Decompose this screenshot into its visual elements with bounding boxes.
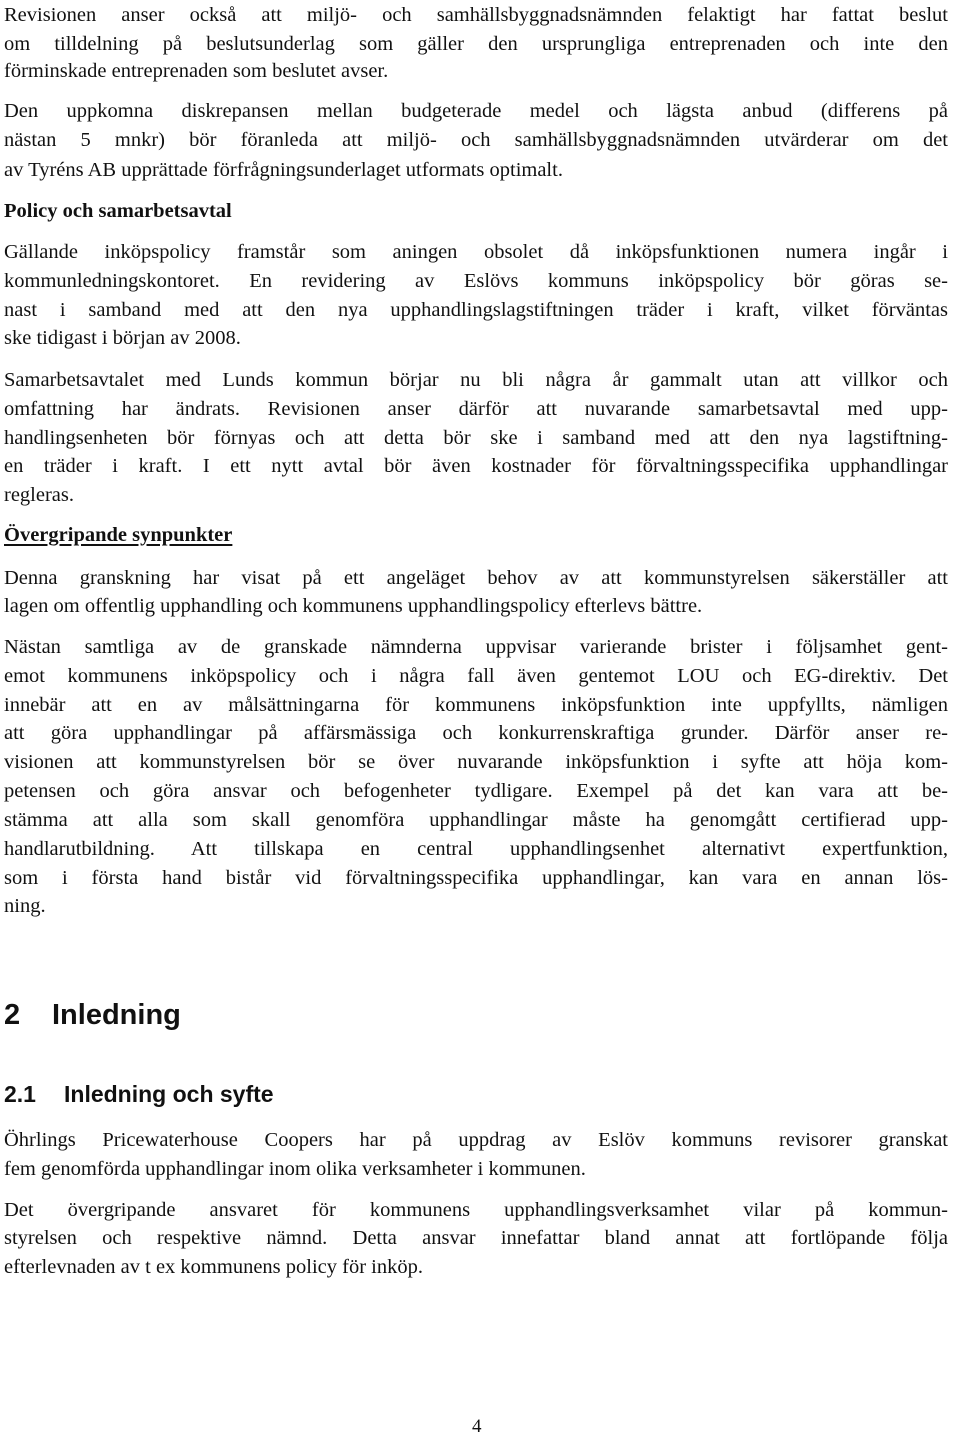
body-text-line: Denna granskning har visat på ett angeläget behov av att kommunstyrelsen säkerställer att (4, 567, 948, 589)
body-text-line: Gällande inköpspolicy framstår som aningen obsolet då inköpsfunktionen numera ingår i (4, 241, 948, 263)
page-number: 4 (472, 1416, 482, 1437)
body-text-line: omfattning har ändrats. Revisionen anser därför att nuvarande samarbetsavtal med upp- (4, 398, 948, 420)
subsection-number: 2.1 (4, 1081, 36, 1107)
body-text-line: visionen att kommunstyrelsen bör se över nuvarande inköpsfunktion i syfte att höja kom- (4, 751, 948, 773)
policy-heading: Policy och samarbetsavtal (4, 200, 232, 222)
body-text-line: som i första hand bistår vid förvaltningsspecifika upphandlingar, kan vara en annan lös- (4, 867, 948, 889)
body-text-line: styrelsen och respektive nämnd. Detta ansvar innefattar bland annat att fortlöpande följa (4, 1227, 948, 1249)
body-text-line: om tilldelning på beslutsunderlag som gäller den ursprungliga entreprenaden och inte den (4, 33, 948, 55)
body-text-line: handlarutbildning. Att tillskapa en central upphandlingsenhet alternativt expertfunktion, (4, 838, 948, 860)
body-text-line: efterlevnaden av t ex kommunens policy för inköp. (4, 1256, 423, 1278)
body-text-line: kommunledningskontoret. En revidering av Eslövs kommuns inköpspolicy bör göras se- (4, 270, 948, 292)
body-text-line: fem genomförda upphandlingar inom olika verksamheter i kommunen. (4, 1158, 586, 1180)
section-title: Inledning (52, 999, 181, 1031)
body-text-line: regleras. (4, 484, 74, 506)
body-text-line: lagen om offentlig upphandling och kommunens upphandlingspolicy efterlevs bättre. (4, 595, 703, 617)
body-text-line: av Tyréns AB upprättade förfrågningsunderlaget utformats optimalt. (4, 159, 563, 181)
body-text-line: Det övergripande ansvaret för kommunens upphandlingsverksamhet vilar på kommun- (4, 1199, 948, 1221)
body-text-line: emot kommunens inköpspolicy och i några fall även gentemot LOU och EG-direktiv. Det (4, 665, 948, 687)
body-text-line: Den uppkomna diskrepansen mellan budgeterade medel och lägsta anbud (differens på (4, 100, 948, 122)
body-text-line: ning. (4, 895, 46, 917)
overview-heading: Övergripande synpunkter (4, 524, 233, 546)
body-text-line: att göra upphandlingar på affärsmässiga och konkurrenskraftiga grunder. Därför anser re- (4, 722, 948, 744)
body-text-line: nast i samband med att den nya upphandlingslagstiftningen träder i kraft, vilket förväntas (4, 299, 948, 321)
body-text-line: stämma att alla som skall genomföra upphandlingar måste ha genomgått certifierad upp- (4, 809, 948, 831)
body-text-line: Samarbetsavtalet med Lunds kommun börjar nu bli några år gammalt utan att villkor och (4, 369, 948, 391)
body-text-line: innebär att en av målsättningarna för kommunens inköpsfunktion inte uppfyllts, nämligen (4, 694, 948, 716)
body-text-line: en träder i kraft. I ett nytt avtal bör även kostnader för förvaltningsspecifika upphandlingar (4, 455, 948, 477)
body-text-line: förminskade entreprenaden som beslutet avser. (4, 60, 389, 82)
body-text-line: nästan 5 mnkr) bör föranleda att miljö- och samhällsbyggnadsnämnden utvärderar om det (4, 129, 948, 151)
body-text-line: ske tidigast i början av 2008. (4, 327, 241, 349)
body-text-line: Revisionen anser också att miljö- och samhällsbyggnadsnämnden felaktigt har fattat beslut (4, 4, 948, 26)
subsection-heading (4, 1080, 274, 1108)
body-text-line: Nästan samtliga av de granskade nämnderna uppvisar varierande brister i följsamhet gent- (4, 636, 948, 658)
body-text-line: handlingsenheten bör förnyas och att detta bör ske i samband med att den nya lagstiftning- (4, 427, 948, 449)
subsection-title: Inledning och syfte (64, 1081, 274, 1107)
body-text-line: Öhrlings Pricewaterhouse Coopers har på uppdrag av Eslöv kommuns revisorer granskat (4, 1129, 948, 1151)
section-heading (4, 998, 181, 1032)
section-number: 2 (4, 999, 21, 1031)
body-text-line: petensen och göra ansvar och befogenheter tydligare. Exempel på det kan vara att be- (4, 780, 948, 802)
